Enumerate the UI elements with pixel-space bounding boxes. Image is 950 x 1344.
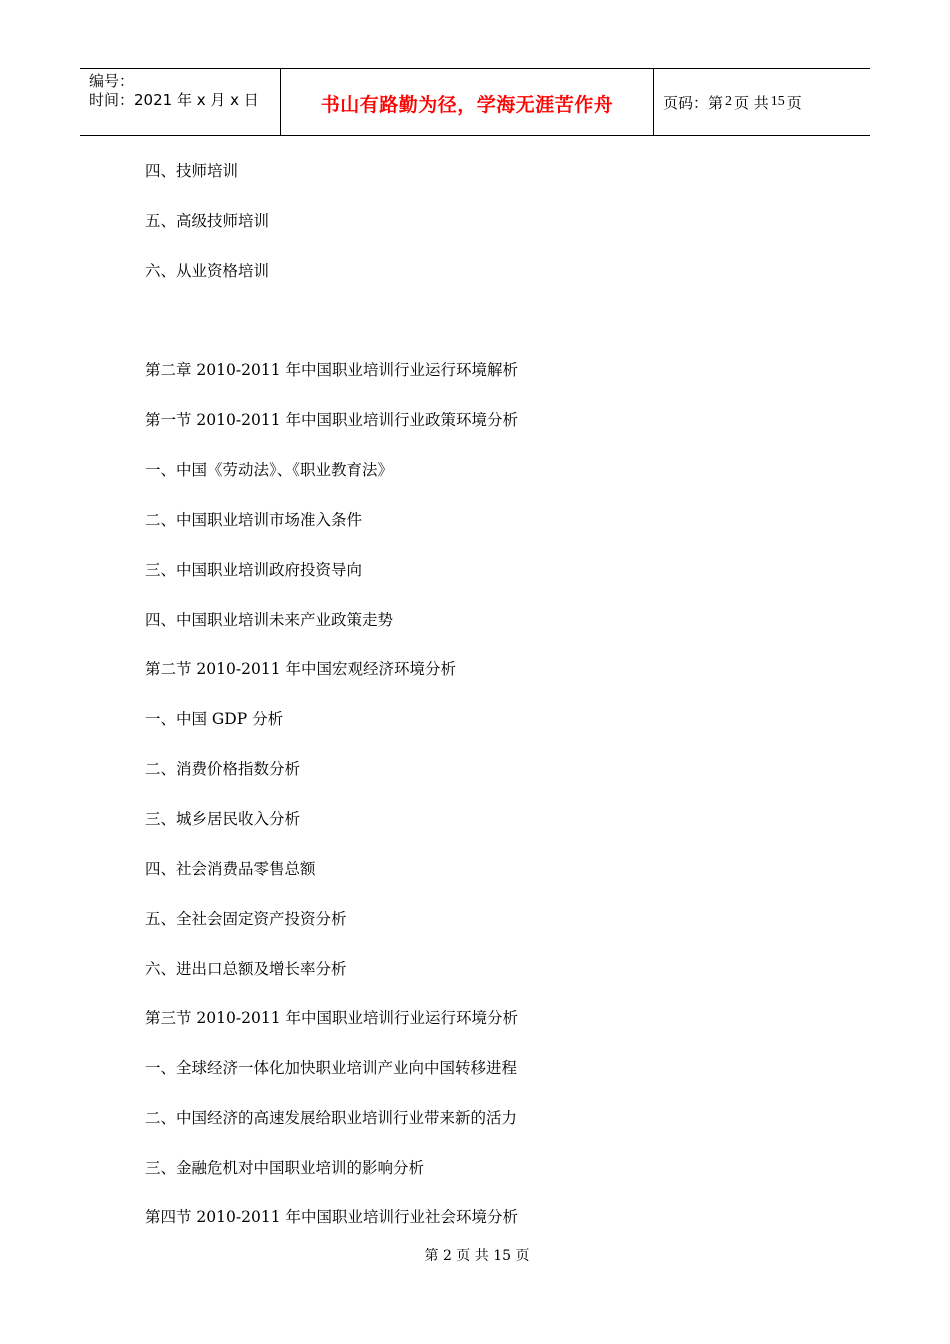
header-page-cell: [654, 69, 870, 135]
header-motto-cell: [281, 69, 654, 135]
toc-line: 五、高级技师培训: [145, 212, 270, 230]
document-date: 时间：2021 年 x 月 x 日: [89, 91, 259, 109]
toc-line: 三、中国职业培训政府投资导向: [145, 561, 363, 579]
toc-line: 三、城乡居民收入分析: [145, 810, 301, 828]
section-heading: 第三节 2010-2011 年中国职业培训行业运行环境分析: [145, 1009, 518, 1027]
toc-line: 一、中国 GDP 分析: [145, 710, 284, 728]
section-heading: 第二节 2010-2011 年中国宏观经济环境分析: [145, 660, 456, 678]
page-suffix: 页: [786, 93, 802, 112]
toc-line: 二、消费价格指数分析: [145, 760, 301, 778]
page-total: 15: [770, 94, 785, 109]
page-prefix: 页码：第: [663, 93, 724, 112]
toc-line: 六、从业资格培训: [145, 262, 270, 280]
toc-line: 六、进出口总额及增长率分析: [145, 960, 347, 978]
page-header: [80, 68, 870, 136]
toc-line: 一、全球经济一体化加快职业培训产业向中国转移进程: [145, 1059, 518, 1077]
toc-line: 三、金融危机对中国职业培训的影响分析: [145, 1159, 425, 1177]
header-meta-cell: [80, 69, 281, 135]
toc-line: 四、中国职业培训未来产业政策走势: [145, 611, 394, 629]
toc-line: 二、中国职业培训市场准入条件: [145, 511, 363, 529]
toc-line: 四、技师培训: [145, 162, 239, 180]
chapter-heading: 第二章 2010-2011 年中国职业培训行业运行环境解析: [145, 361, 518, 379]
page-footer: 第 2 页 共 15 页: [424, 1248, 530, 1264]
toc-line: 四、社会消费品零售总额: [145, 860, 316, 878]
header-motto: 书山有路勤为径，学海无涯苦作舟: [320, 93, 614, 116]
toc-line: 二、中国经济的高速发展给职业培训行业带来新的活力: [145, 1109, 518, 1127]
section-heading: 第一节 2010-2011 年中国职业培训行业政策环境分析: [145, 411, 518, 429]
page-current: 2: [725, 94, 733, 109]
toc-line: 一、中国《劳动法》、《职业教育法》: [145, 461, 394, 479]
section-heading: 第四节 2010-2011 年中国职业培训行业社会环境分析: [145, 1208, 518, 1226]
document-number-label: 编号：: [89, 72, 135, 90]
toc-line: 五、全社会固定资产投资分析: [145, 910, 347, 928]
page-middle: 页 共: [734, 93, 769, 112]
